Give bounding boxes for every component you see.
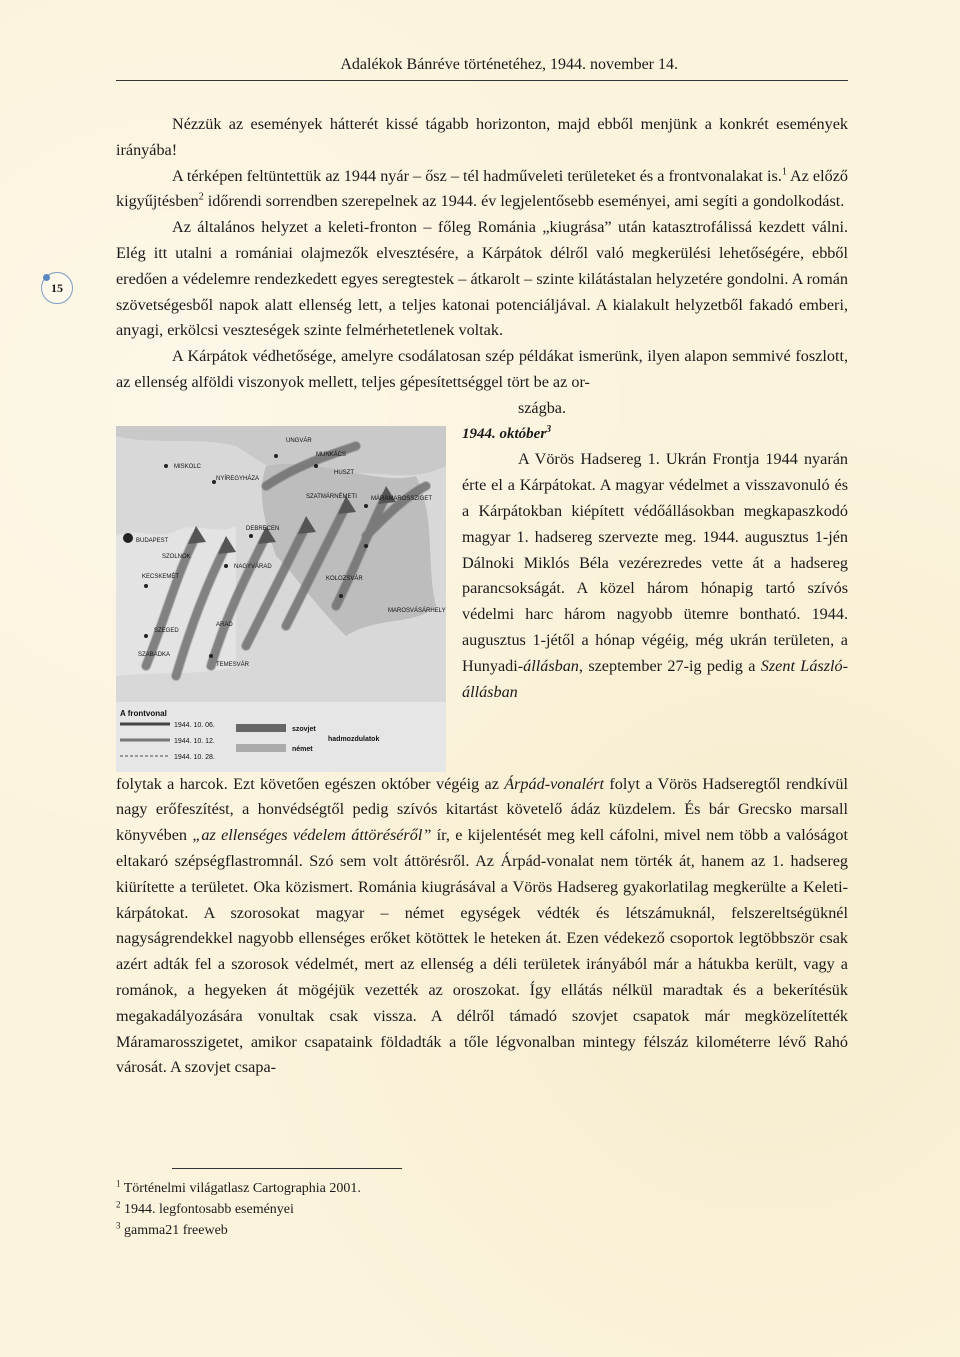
body-text (116, 112, 848, 1081)
footnote-ref-3: 3 (546, 423, 552, 435)
paragraph-2-part-b: Az előző kigyűjtésben (116, 166, 848, 211)
map-label-temesvar: TEMESVÁR (216, 661, 250, 668)
map-section (116, 422, 848, 772)
legend-soviet: szovjet (292, 725, 316, 733)
side-paragraph-text: A Vörös Hadsereg 1. Ukrán Frontja 1944 nyarán érte el a Kárpátokat. A magyar védelmet a visszavonuló és a Kárpátokban kiépített védőállásokban megkapaszkodó magyar 1. hadsereg szervezte meg. 1944. augusztus 1-jén Dálnoki Miklós Béla vezérezredes vette át a hadsereg parancsokságát. A közel három hónapig tartó szívós védelmi harc három nagyobb ütemre bontható. 1944. augusztus 1-jétől a hónap végéig, még ukrán területen, a Hunyadi- (462, 450, 848, 675)
page-number: 15 (51, 280, 63, 295)
map-label-huszt: HUSZT (334, 469, 354, 476)
footnotes (116, 1178, 716, 1241)
legend-swatch-german (236, 744, 286, 752)
map-label-debrecen: DEBRECEN (246, 525, 280, 532)
map-label-kecskemet: KECSKEMÉT (142, 573, 180, 580)
footnote-divider (172, 1168, 402, 1169)
paragraph-5-part-c: ír, e kijelentését meg kell cáfolni, mivel nem több a valóságot eltakaró szépségflastromnál. Szó sem volt áttörésről. Az Árpád-vonalat nem törték át, hanem az 1. hadsereg kiürítette a területet. Oka közismert. Románia kiugrásával a Vörös Hadsereg gyakorlatilag megkerülte a Keleti-kárpátokat. A szorosokat magyar – német egységek védték és létszámuknál, felszereltségüknél nagyságrendekkel nagyobb ellenséges erőket kötöttek le heteken át. Ezen védekező csoportok legtöbbször csak azért adták fel a szorosok védelmét, mert az ellenség a déli területek irányából már a hátukba került, vagy a románok, a hegyeken át mögéjük vezették az oroszokat. Így ellátás nélkül maradtak és a bekerítésük megakadályozására vonultak csak vissza. A délről támadó szovjet csapatok már megközelítették Máramarosszigetet, amikor csapataink földadták a tőle légvonalban mintegy félszáz kilométerre lévő Rahó városát. A szovjet csapa- (116, 826, 848, 1077)
map-label-nyiregyhaza: NYÍREGYHÁZA (216, 475, 260, 482)
map-label-arad: ARAD (216, 621, 233, 628)
map-label-nagyvarad: NAGYVÁRAD (234, 563, 272, 570)
footnote-ref-1: 1 (781, 166, 787, 178)
legend-movements: hadmozdulatok (328, 735, 380, 743)
map-label-szatmarnemeti: SZATMÁRNÉMETI (306, 493, 357, 500)
page-number-badge (41, 272, 73, 304)
paragraph-5-part-b: folyt a Vörös Hadseregtől rendkívül nagy erőfeszítést, a honvédségtől pedig szívós kitartást követelő ádáz küzdelem. És bár Grecsko marsall könyvében (116, 774, 848, 845)
map-label-budapest: BUDAPEST (136, 537, 169, 544)
map-label-kolozsvar: KOLOZSVÁR (326, 575, 363, 582)
map-label-marosvasarhely: MAROSVÁSÁRHELY (388, 607, 446, 614)
paragraph-5-italic-2: „az ellenséges védelem áttöréséről” (192, 826, 432, 845)
side-paragraph-italic-1: állásban (523, 656, 579, 675)
side-paragraph-text-2: , szeptember 27-ig pedig a (578, 656, 761, 675)
paragraph-5-part-a: folytak a harcok. Ezt követően egészen október végéig az (116, 774, 505, 793)
map-label-munkacs: MUNKÁCS (316, 451, 347, 458)
map-figure (116, 426, 446, 772)
footnote-2-text: 1944. legfontosabb eseményei (124, 1202, 294, 1217)
legend-title: A frontvonal (120, 708, 167, 718)
side-column (446, 422, 848, 772)
map-label-ungvar: UNGVÁR (286, 437, 312, 444)
running-header: Adalékok Bánréve történetéhez, 1944. november 14. (116, 56, 848, 81)
paragraph-5-italic-1: Árpád-vonalért (504, 774, 605, 793)
footnote-1-text: Történelmi világatlasz Cartographia 2001. (123, 1181, 361, 1196)
paragraph-2-part-a: A térképen feltüntettük az 1944 nyár – ősz – tél hadműveleti területeket és a frontvonalakat is. (172, 166, 782, 185)
legend-date-2: 1944. 10. 12. (174, 737, 215, 745)
footnote-1 (116, 1178, 716, 1199)
footnote-3-num: 3 (116, 1220, 121, 1231)
footnote-ref-2: 2 (198, 192, 204, 203)
date-heading-text: 1944. október (462, 425, 547, 442)
legend-date-3: 1944. 10. 28. (174, 753, 215, 761)
footnote-3 (116, 1220, 716, 1241)
map-label-maramarossziget: MÁRAMAROSSZIGET (371, 495, 433, 502)
paragraph-4: A Kárpátok védhetősége, amelyre csodálatosan szép példákat ismerünk, ilyen alapon semmivé foszlott, az ellenség alföldi viszonyok mellett, teljes gépesítettséggel tört be az or- (116, 347, 848, 391)
footnote-3-text: gamma21 freeweb (124, 1223, 228, 1238)
map-label-szolnok: SZOLNOK (162, 553, 191, 560)
side-paragraph (462, 447, 848, 705)
footnote-2-num: 2 (116, 1199, 121, 1210)
bullet-dot-icon (43, 274, 50, 281)
paragraph-4-end: szágba. (517, 398, 567, 417)
paragraph-5 (116, 772, 848, 1082)
map-label-szabadka: SZABADKA (138, 651, 171, 658)
legend-swatch-soviet (236, 724, 286, 732)
side-paragraph-italic-2: Szent László-állásban (462, 656, 848, 701)
paragraph-2 (116, 164, 848, 216)
footnote-1-num: 1 (116, 1178, 121, 1189)
footnote-2 (116, 1199, 716, 1220)
map-label-szeged: SZEGED (154, 627, 179, 634)
paragraph-2-part-c: időrendi sorrendben szerepelnek az 1944. év legjelentősebb eseményei, ami segíti a gondolkodást. (203, 192, 845, 211)
paragraph-3: Az általános helyzet a keleti-fronton – főleg Románia „kiugrása” után katasztrofálissá kezdett válni. Elég itt utalni a romániai olajmezők elvesztésére, a Kárpátok délről való megkerülési lehetőségére, ebből eredően a védelemre rendezkedett egyes seregtestek – átkarolt – szinte kilátástalan helyzetére gondolni. A román szövetségesből napok alatt ellenség lett, a teljes katonai potenciáljával. A kialakult helyzetből fakadó emberi, anyagi, erkölcsi veszteségek szinte felmérhetetlenek voltak. (116, 218, 848, 340)
paragraph-1: Nézzük az események hátterét kissé tágabb horizonton, majd ebből menjünk a konkrét események irányába! (116, 115, 848, 159)
legend-date-1: 1944. 10. 06. (174, 721, 215, 729)
front-map (116, 426, 446, 772)
date-heading (462, 422, 848, 448)
legend-german: német (292, 745, 313, 753)
map-label-miskolc: MISKOLC (174, 463, 202, 470)
